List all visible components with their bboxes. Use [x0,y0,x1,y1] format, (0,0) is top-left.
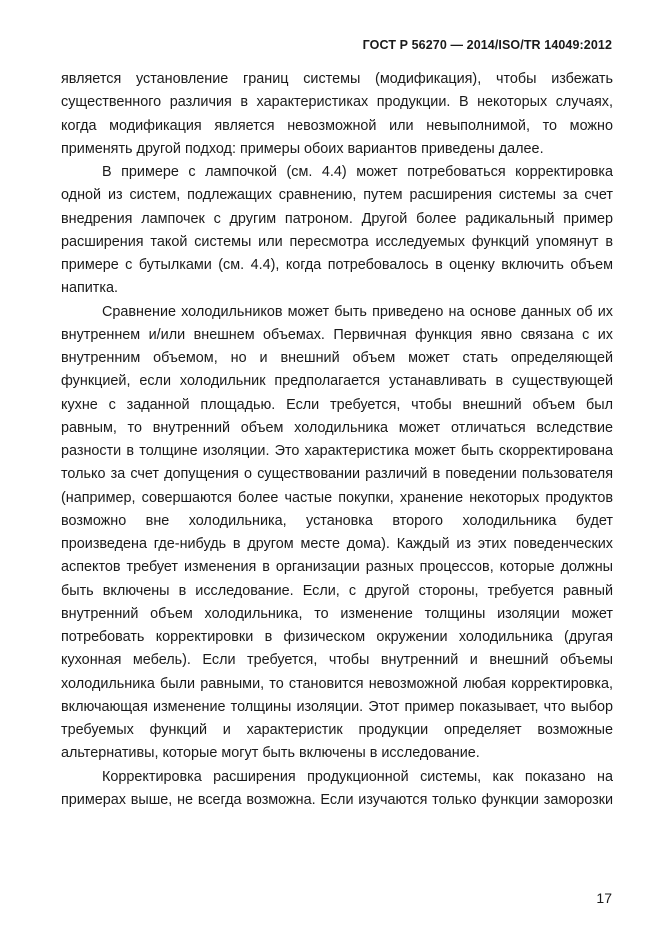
text-line: (например, совершаются более частые покупки, хранение некоторых продуктов [61,489,613,506]
text-line: только за счет допущения о существовании различий в поведении пользователя [61,466,613,483]
text-line: одной из систем, подлежащих сравнению, путем расширения системы за счет [61,187,613,204]
text-line: быть включены в исследование. Если, с другой стороны, требуется равный [61,582,613,599]
paragraph [61,301,613,766]
text-line: функцией, если холодильник предполагается устанавливать в существующей [61,373,613,390]
text-line: внедрения лампочек с другим патроном. Другой более радикальный пример [61,210,613,227]
text-line: примере с бутылками (см. 4.4), когда потребовалось в оценку включить объем [61,257,613,273]
text-line: аспектов требует изменения в организации разных процессов, которые должны [61,559,613,576]
text-line: требуемых функций и характеристик продукции определяет возможные [61,722,613,738]
text-line: Корректировка расширения продукционной системы, как показано на [102,768,613,785]
text-line: произведена где-нибудь в другом месте дома). Каждый из этих поведенческих [61,536,613,552]
text-line: возможно вне холодильника, установка второго холодильника будет [61,512,613,529]
text-line: кухне с заданной площадью. Если требуется, чтобы внешний объем был [61,396,613,413]
text-line: альтернативы, которые могут быть включены в исследование. [61,745,480,762]
text-line: внутренним объемом, но и внешний объем может стать определяющей [61,350,613,366]
text-line: применять другой подход: примеры обоих вариантов приведены далее. [61,140,544,157]
text-line: расширения такой системы или пересмотра исследуемых функций упомянут в [61,233,613,250]
text-line: включающая изменение толщины изоляции. Этот пример показывает, что выбор [61,698,613,715]
text-line: равным, то внутренний объем холодильника может отличаться вследствие [61,419,613,436]
text-line: напитка. [61,280,118,297]
text-line: является установление границ системы (модификация), чтобы избежать [61,71,613,87]
page-header: ГОСТ Р 56270 — 2014/ISO/TR 14049:2012 [362,38,612,52]
text-line: разности в толщине изоляции. Это характеристика может быть скорректирована [61,443,613,459]
page-number: 17 [596,890,612,906]
paragraph [61,68,613,161]
text-line: кухонная мебель). Если требуется, чтобы внутренний и внешний объемы [61,652,613,669]
text-line: когда модификация является невозможной или невыполнимой, то можно [61,117,613,134]
text-line: примерах выше, не всегда возможна. Если изучаются только функции заморозки [61,791,613,808]
body-text [61,68,613,812]
text-line: существенного различия в характеристиках продукции. В некоторых случаях, [61,94,613,111]
text-line: Сравнение холодильников может быть приведено на основе данных об их [102,303,613,320]
text-line: В примере с лампочкой (см. 4.4) может потребоваться корректировка [102,164,613,180]
paragraph [61,161,613,301]
text-line: внутренний объем холодильника, то изменение толщины изоляции может [61,605,613,622]
text-line: внутреннем и/или внешнем объемах. Первичная функция явно связана с их [61,326,613,343]
text-line: потребовать корректировки в физическом окружении холодильника (другая [61,629,613,645]
paragraph [61,766,613,813]
text-line: холодильника были равными, то становится невозможной любая корректировка, [61,675,613,692]
